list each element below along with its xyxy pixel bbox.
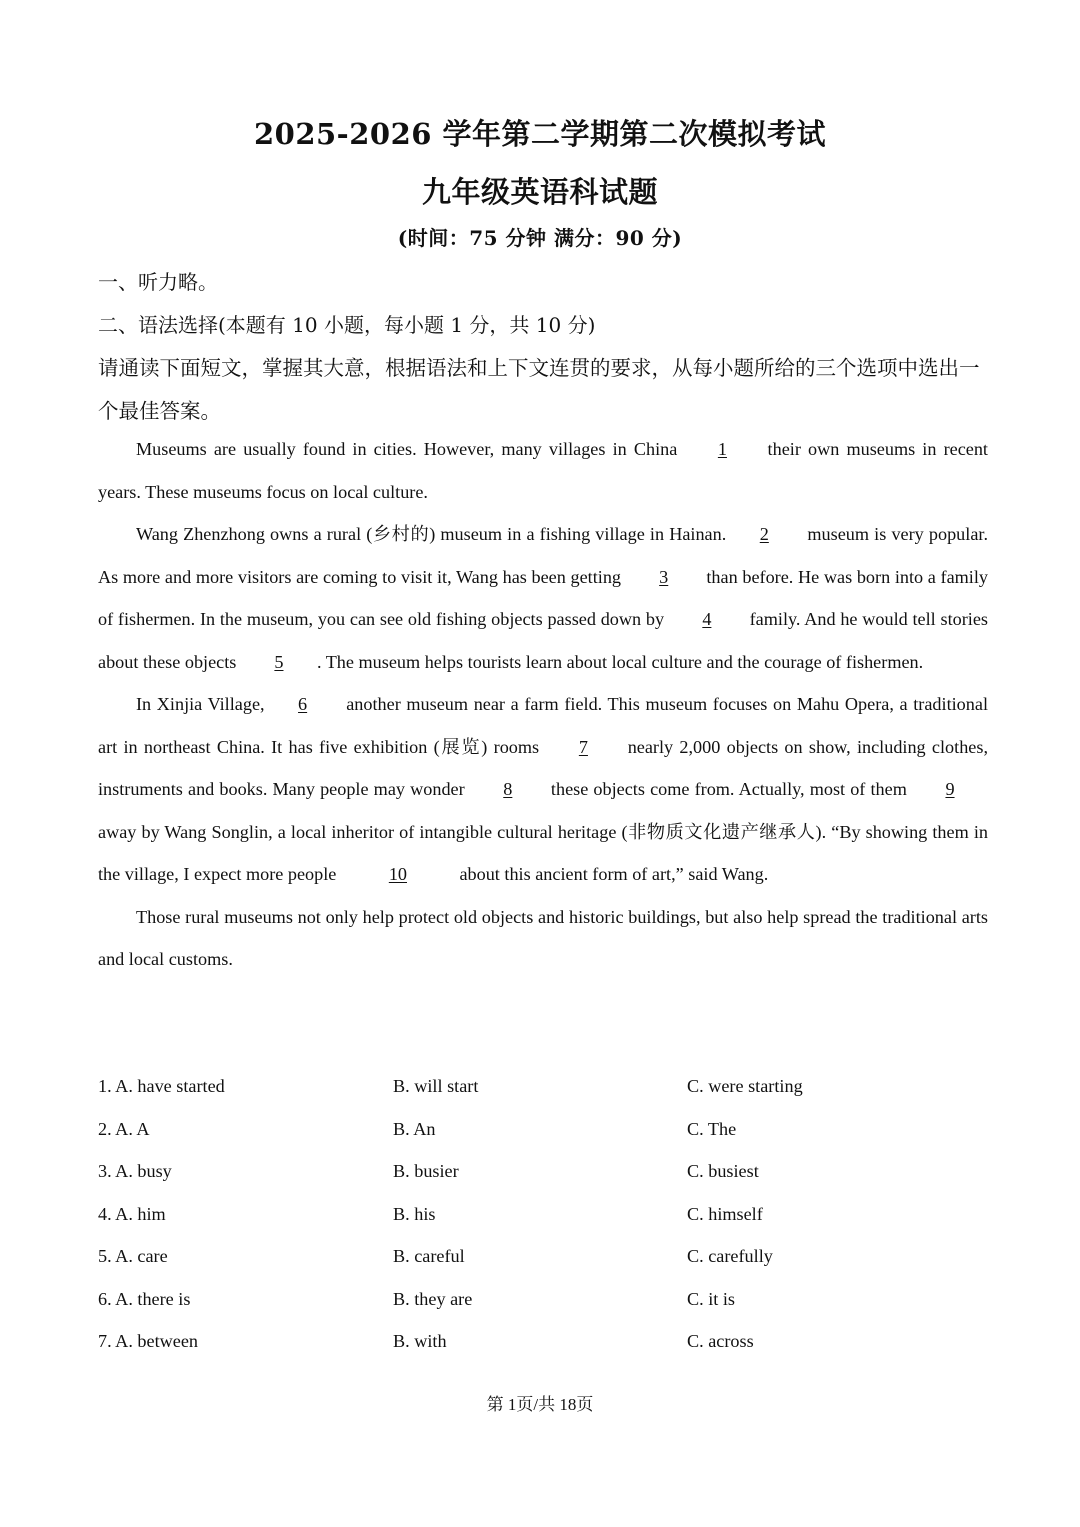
option-row-3 bbox=[98, 1150, 988, 1193]
blank-2: 2 bbox=[759, 524, 769, 544]
blank-1: 1 bbox=[717, 439, 727, 459]
option-b: B. An bbox=[393, 1118, 436, 1139]
grammar-instructions: 请通读下面短文，掌握其大意，根据语法和上下文连贯的要求，从每小题所给的三个选项中选出一个最佳答案。 bbox=[98, 356, 980, 423]
option-row-1 bbox=[98, 1065, 988, 1108]
option-c: C. were starting bbox=[687, 1076, 803, 1096]
blank-4: 4 bbox=[702, 609, 712, 629]
passage-paragraph-1 bbox=[98, 428, 988, 513]
exam-subtitle: 九年级英语科试题 bbox=[421, 175, 658, 209]
passage-text: about this ancient form of art,” said Wang. bbox=[454, 864, 769, 884]
option-c: C. across bbox=[687, 1331, 754, 1351]
blank-9: 9 bbox=[945, 779, 955, 799]
passage-text: Museums are usually found in cities. However, many villages in China bbox=[136, 439, 685, 459]
passage-paragraph-3 bbox=[98, 683, 988, 896]
option-a: 4. A. him bbox=[98, 1203, 166, 1224]
blank-5: 5 bbox=[274, 651, 284, 672]
passage-text: In Xinjia Village, bbox=[136, 694, 265, 714]
answer-options bbox=[98, 1065, 988, 1363]
option-a: 2. A. A bbox=[98, 1118, 150, 1139]
blank-10: 10 bbox=[388, 864, 407, 884]
passage-text: another museum near a farm field. This museum focuses on Mahu Opera, a traditional art in northeast China. It has five exhibition (展览) rooms bbox=[98, 694, 988, 757]
reading-passage bbox=[98, 428, 988, 981]
option-a: 5. A. care bbox=[98, 1246, 168, 1266]
exam-title: 2025-2026 学年第二学期第二次模拟考试 bbox=[253, 117, 827, 151]
option-row-2 bbox=[98, 1108, 988, 1151]
option-a: 6. A. there is bbox=[98, 1288, 191, 1309]
passage-paragraph-4: Those rural museums not only help protect old objects and historic buildings, but also help spread the traditional arts and local customs. bbox=[98, 906, 988, 969]
option-b: B. careful bbox=[393, 1246, 465, 1266]
option-b: B. they are bbox=[393, 1288, 473, 1309]
option-row-4 bbox=[98, 1193, 988, 1236]
option-b: B. his bbox=[393, 1203, 436, 1224]
page-number: 第 1页/共 18页 bbox=[486, 1395, 594, 1414]
blank-6: 6 bbox=[298, 694, 308, 714]
option-c: C. The bbox=[687, 1118, 737, 1139]
passage-text: nearly 2,000 objects on show, including clothes, instruments and books. Many people may wonder bbox=[98, 736, 988, 799]
passage-paragraph-2 bbox=[98, 513, 988, 683]
passage-text: . The museum helps tourists learn about local culture and the courage of fishermen. bbox=[316, 651, 924, 672]
blank-8: 8 bbox=[503, 779, 513, 799]
option-row-6 bbox=[98, 1278, 988, 1321]
option-c: C. carefully bbox=[687, 1246, 773, 1266]
option-a: 1. A. have started bbox=[98, 1076, 225, 1096]
option-c: C. it is bbox=[687, 1288, 736, 1309]
option-a: 7. A. between bbox=[98, 1331, 199, 1351]
option-b: B. with bbox=[393, 1331, 447, 1351]
option-row-5 bbox=[98, 1235, 988, 1278]
option-c: C. busiest bbox=[687, 1161, 759, 1181]
section-grammar-title: 二、语法选择(本题有 10 小题，每小题 1 分，共 10 分) bbox=[98, 313, 596, 337]
passage-text: away by Wang Songlin, a local inheritor of intangible cultural heritage (非物质文化遗产继承人). “By showing them in the village, I expect more people bbox=[98, 821, 988, 884]
option-row-7 bbox=[98, 1320, 988, 1363]
section-listening: 一、听力略。 bbox=[98, 270, 218, 294]
option-b: B. busier bbox=[393, 1161, 459, 1181]
exam-meta: (时间：75 分钟 满分：90 分) bbox=[397, 226, 683, 250]
passage-text: Wang Zhenzhong owns a rural (乡村的) museum in a fishing village in Hainan. bbox=[136, 524, 727, 544]
blank-7: 7 bbox=[578, 736, 588, 757]
blank-3: 3 bbox=[659, 566, 669, 587]
option-a: 3. A. busy bbox=[98, 1161, 172, 1181]
passage-text: their own museums in recent years. These museums focus on local culture. bbox=[98, 439, 988, 502]
passage-text: museum is very popular. As more and more visitors are coming to visit it, Wang has been getting bbox=[98, 524, 988, 587]
passage-text: these objects come from. Actually, most of them bbox=[545, 779, 912, 799]
passage-text: than before. He was born into a family of fishermen. In the museum, you can see old fishing objects passed down by bbox=[98, 566, 988, 629]
passage-text: family. And he would tell stories about these objects bbox=[98, 609, 988, 672]
option-b: B. will start bbox=[393, 1076, 479, 1096]
option-c: C. himself bbox=[687, 1203, 763, 1224]
